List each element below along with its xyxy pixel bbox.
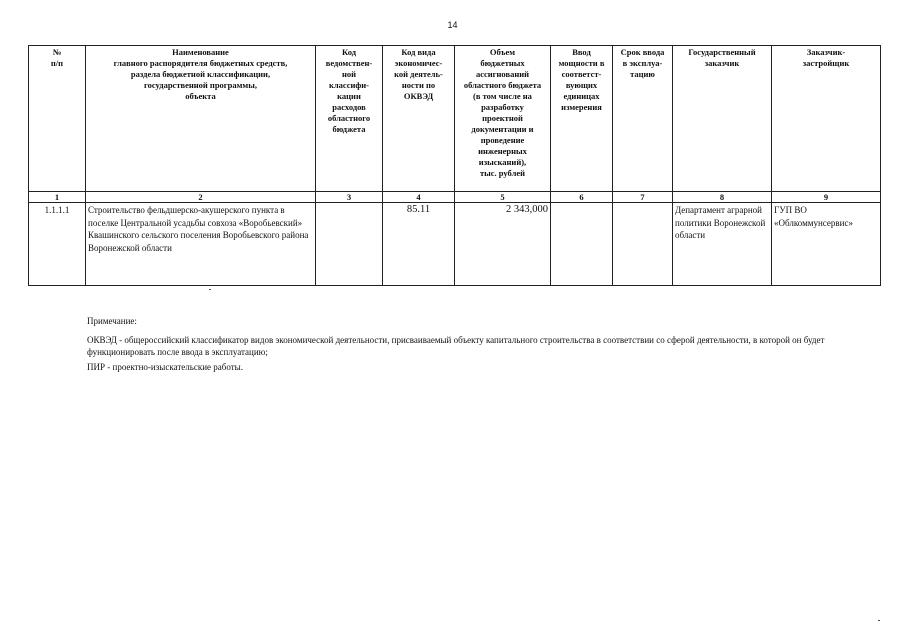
row-num: 1.1.1.1 <box>29 203 86 286</box>
row-state-customer: Департамент аграрной политики Воронежской области <box>673 203 772 286</box>
page-number: 14 <box>447 20 458 30</box>
row-developer: ГУП ВО «Облкоммунсервис» <box>772 203 881 286</box>
header-state-customer: Государственный заказчик <box>673 46 772 192</box>
notes-title: Примечание: <box>87 316 137 326</box>
row-okved: 85.11 <box>383 203 455 286</box>
header-row <box>29 46 881 192</box>
header-okved: Код вида экономичес- кой деятель- ности по ОКВЭД <box>383 46 455 192</box>
note-pir: ПИР - проектно-изыскательские работы. <box>87 362 243 372</box>
note-okved: ОКВЭД - общероссийский классификатор видов экономической деятельности, присваиваемый объекту капитального строительства в соответствии со сферой деятельности, в которой он будет функционировать после ввода в эксплуатацию; <box>87 335 825 357</box>
header-num: № п/п <box>29 46 86 192</box>
header-developer: Заказчик- застройщик <box>772 46 881 192</box>
column-numbers-row <box>29 192 881 203</box>
header-name: Наименование главного распорядителя бюджетных средств, раздела бюджетной классификации, государственной программы, объекта <box>86 46 316 192</box>
column-number: 6 <box>551 192 613 203</box>
header-commission-date: Срок ввода в эксплуа- тацию <box>613 46 673 192</box>
header-dept-code: Код ведомствен- ной классифи- кации расходов областного бюджета <box>316 46 383 192</box>
column-number: 9 <box>772 192 881 203</box>
column-number: 8 <box>673 192 772 203</box>
column-number: 3 <box>316 192 383 203</box>
header-budget: Объем бюджетных ассигнований областного бюджета (в том числе на разработку проектной документации и проведение инженерных изысканий), тыс. рублей <box>455 46 551 192</box>
table-row <box>29 203 881 286</box>
scan-speck <box>878 620 880 621</box>
row-dept-code <box>316 203 383 286</box>
column-number: 5 <box>455 192 551 203</box>
budget-table <box>28 45 881 286</box>
column-number: 4 <box>383 192 455 203</box>
scan-speck <box>209 289 211 290</box>
row-capacity <box>551 203 613 286</box>
row-budget: 2 343,000 <box>455 203 551 286</box>
row-commission-date <box>613 203 673 286</box>
column-number: 7 <box>613 192 673 203</box>
header-capacity: Ввод мощности в соответст- вующих единицах измерения <box>551 46 613 192</box>
column-number: 1 <box>29 192 86 203</box>
column-number: 2 <box>86 192 316 203</box>
row-name: Строительство фельдшерско-акушерского пункта в поселке Центральной усадьбы совхоза «Воробьевский» Квашинского сельского поселения Воробьевского района Воронежской области <box>86 203 316 286</box>
